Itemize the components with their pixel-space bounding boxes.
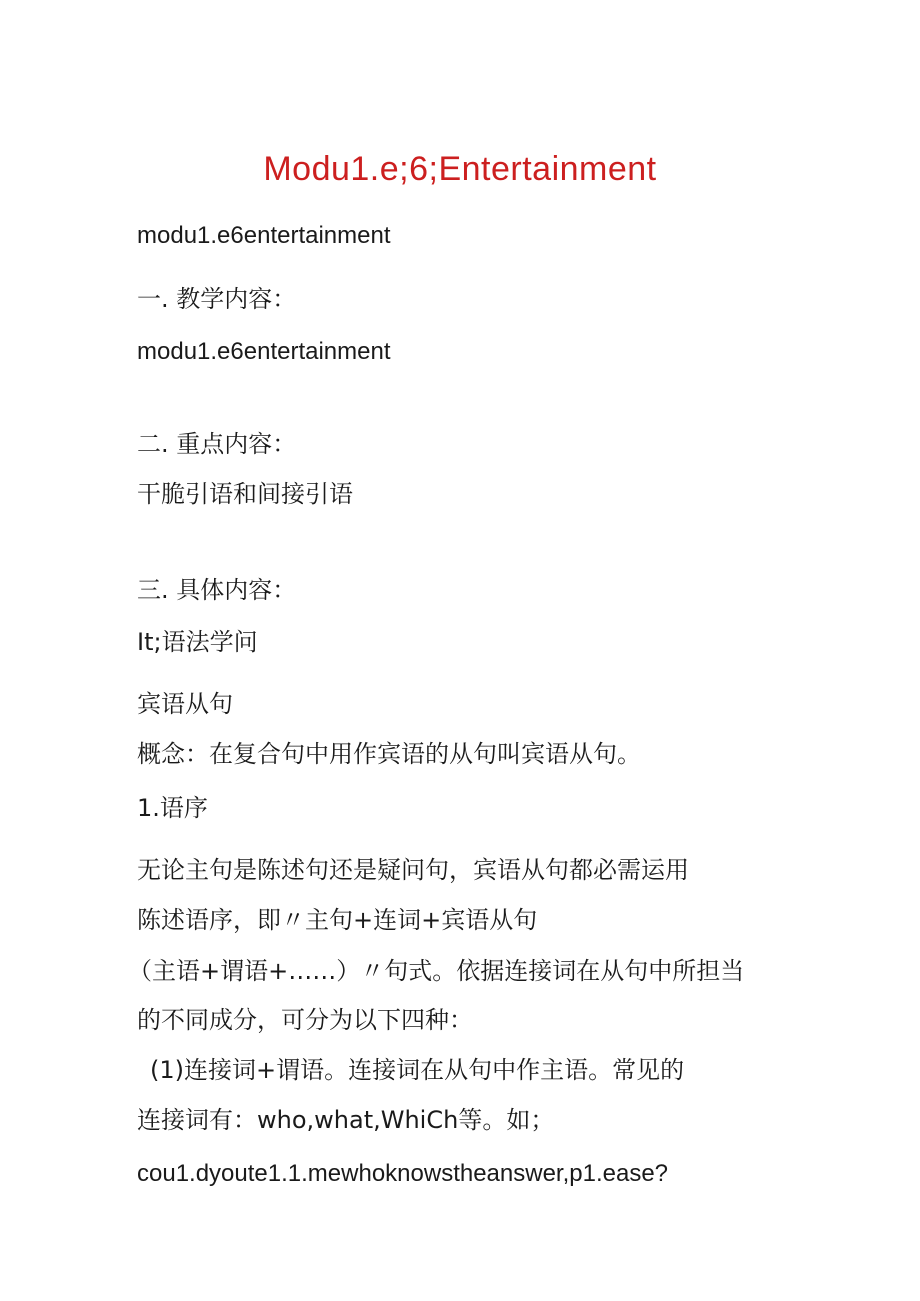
text-line-key-topic: 干脆引语和间接引语 [137, 480, 353, 508]
section-heading-key-content: 二. 重点内容： [137, 430, 297, 458]
section-heading-specific-content: 三. 具体内容： [137, 576, 297, 604]
text-line-example: cou1.dyoute1.1.mewhoknowstheanswer,p1.ease? [137, 1160, 669, 1187]
text-line-module-name-repeat: modu1.e6entertainment [137, 338, 391, 365]
paragraph-line-1: 无论主句是陈述句还是疑问句，宾语从句都必需运用 [137, 856, 689, 884]
text-line-object-clause: 宾语从句 [137, 690, 233, 718]
text-line-connectives: 连接词有：who,what,WhiCh等。如； [137, 1106, 555, 1134]
text-line-grammar-knowledge: It;语法学问 [137, 628, 258, 656]
paragraph-line-3: （主语+谓语+……）〃句式。依据连接词在从句中所担当 [128, 957, 745, 985]
document-title: Modu1.e;6;Entertainment [263, 150, 657, 188]
paragraph-line-2: 陈述语序，即〃主句+连词+宾语从句 [137, 906, 538, 934]
text-line-word-order: 1.语序 [137, 794, 208, 822]
text-line-rule-1: (1)连接词+谓语。连接词在从句中作主语。常见的 [150, 1056, 685, 1084]
section-heading-teaching-content: 一. 教学内容： [137, 285, 297, 313]
text-line-concept: 概念：在复合句中用作宾语的从句叫宾语从句。 [137, 740, 641, 768]
paragraph-line-4: 的不同成分，可分为以下四种： [137, 1006, 473, 1034]
text-line-module-name: modu1.e6entertainment [137, 222, 391, 249]
